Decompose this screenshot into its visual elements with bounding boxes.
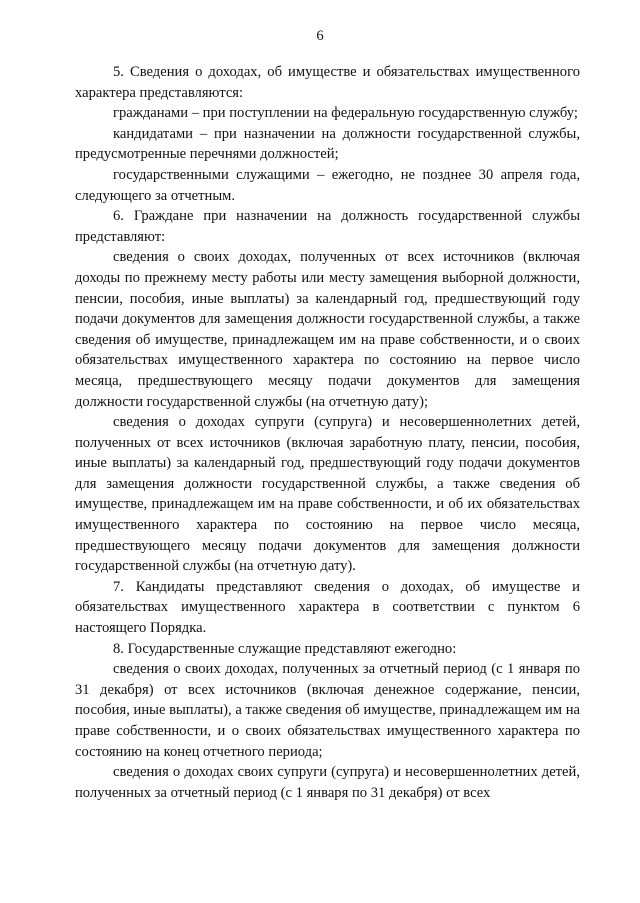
page-number: 6 (316, 28, 324, 44)
paragraph-civil-servants: государственными служащими – ежегодно, не позднее 30 апреля года, следующего за отчетным. (75, 166, 580, 204)
paragraph-8-intro: 8. Государственные служащие представляют ежегодно: (113, 640, 457, 657)
paragraph-own-income: сведения о своих доходах, полученных от всех источников (включая доходы по прежнему месту работы или месту замещения выборной должности, пенсии, пособия, иные выплаты) за календарный год, предшествующий году подачи документов для замещения должности государственной службы, а также сведения об имуществе, принадлежащем им на праве собственности, и о своих обязательствах имущественного характера по состоянию на первое число месяца, предшествующего месяцу подачи документов для замещения должности государственной службы (на отчетную дату); (75, 249, 580, 410)
paragraph-annual-own-income: сведения о своих доходах, полученных за отчетный период (с 1 января по 31 декабря) от всех источников (включая денежное содержание, пенсии, пособия, иные выплаты), а также сведения об имуществе, принадлежащем им на праве собственности, и о своих обязательствах имущественного характера по состоянию на конец отчетного периода; (75, 661, 580, 760)
paragraph-candidates: кандидатами – при назначении на должности государственной службы, предусмотренные перечнями должностей; (75, 125, 580, 163)
paragraph-annual-spouse-income: сведения о доходах своих супруги (супруга) и несовершеннолетних детей, полученных за отчетный период (с 1 января по 31 декабря) от всех (75, 764, 580, 801)
paragraph-7: 7. Кандидаты представляют сведения о доходах, об имуществе и обязательствах имущественного характера в соответствии с пунктом 6 настоящего Порядка. (75, 578, 580, 637)
paragraph-citizens: гражданами – при поступлении на федеральную государственную службу; (113, 105, 578, 122)
document-body (75, 62, 580, 803)
paragraph-5-intro: 5. Сведения о доходах, об имуществе и обязательствах имущественного характера представляются: (75, 64, 580, 101)
paragraph-6-intro: 6. Граждане при назначении на должность государственной службы представляют: (75, 208, 580, 245)
paragraph-spouse-income: сведения о доходах супруги (супруга) и несовершеннолетних детей, полученных от всех источников (включая заработную плату, пенсии, пособия, иные выплаты) за календарный год, предшествующий году подачи документов для замещения должности государственной службы, а также сведения об имуществе, принадлежащем им на праве собственности, и об их обязательствах имущественного характера по состоянию на первое число месяца, предшествующего месяцу подачи документов для замещения должности государственной службы (на отчетную дату). (75, 414, 580, 575)
